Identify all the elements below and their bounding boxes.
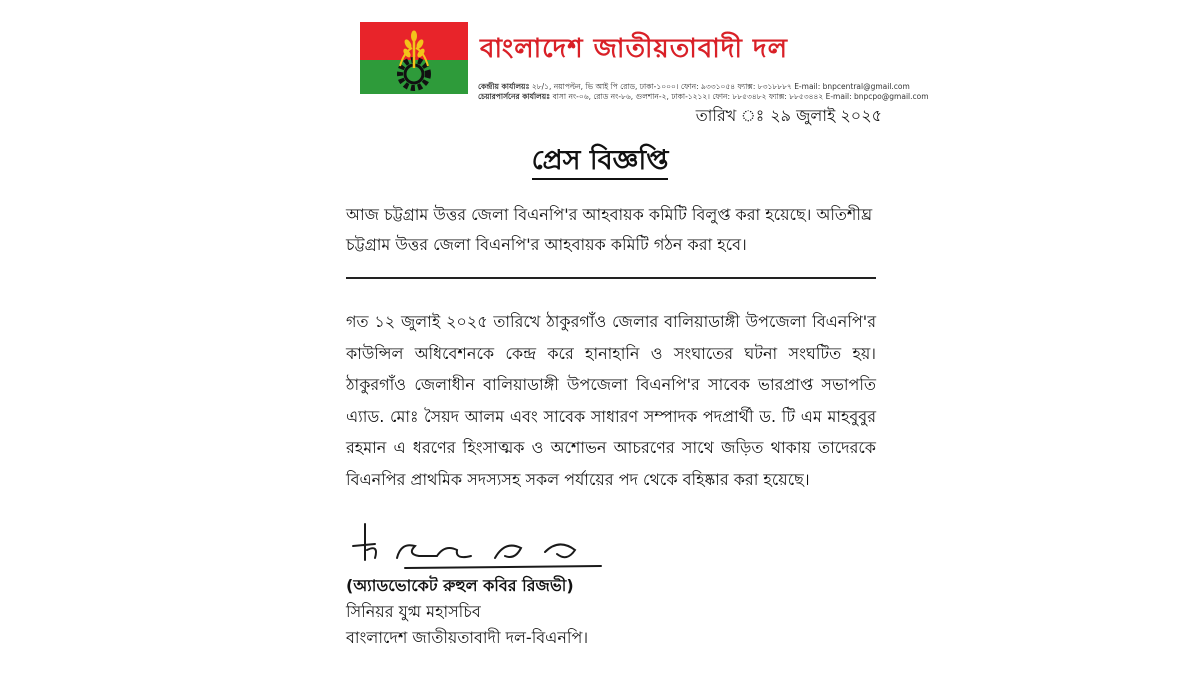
document-title-text: প্রেস বিজ্ঞপ্তি xyxy=(532,145,669,180)
signatory-name: (অ্যাডভোকেট রুহুল কবির রিজভী) xyxy=(346,576,574,595)
central-office-text: ২৮/১, নয়াপল্টন, ভি আই পি রোড, ঢাকা-১০০০। ফোন: ৯৩৩১০৫৪ ফ্যাক্স: ৮৩১৮৮৮৭ E-mail: bnpcentral@gmail.com xyxy=(531,82,910,91)
chairperson-office-text: বাসা নং-০৬, রোড নং-৮৬, গুলশান-২, ঢাকা-১২১২। ফোন: ৮৮৫৩৪৮২ ফ্যাক্স: ৮৮৫৩৪৪২ E-mail: bnpcpo@gmail.com xyxy=(552,92,929,101)
document-title xyxy=(0,140,1200,185)
signatory-designation: সিনিয়র যুগ্ম মহাসচিব xyxy=(346,602,481,621)
release-date xyxy=(696,103,882,130)
date-label: তারিখ ঃ xyxy=(695,106,765,125)
party-flag-logo xyxy=(360,22,468,94)
letterhead xyxy=(360,22,929,101)
party-name-heading: বাংলাদেশ জাতীয়তাবাদী দল xyxy=(480,34,788,64)
notice-paragraph-2: গত ১২ জুলাই ২০২৫ তারিখে ঠাকুরগাঁও জেলার বালিয়াডাঙ্গী উপজেলা বিএনপি'র কাউন্সিল অধিবেশনকে কেন্দ্র করে হানাহানি ও সংঘাতের ঘটনা সংঘটিত হয়। ঠাকুরগাঁও জেলাধীন বালিয়াডাঙ্গী উপজেলা বিএনপি'র সাবেক ভারপ্রাপ্ত সভাপতি এ্যাড. মোঃ সৈয়দ আলম এবং সাবেক সাধারণ সম্পাদক পদপ্রার্থী ড. টি এম মাহবুবুর রহমান এ ধরণের হিংসাত্মক ও অশোভন আচরণের সাথে জড়িত থাকায় তাদেরকে বিএনপির প্রাথমিক সদস্যসহ সকল পর্যায়ের পদ থেকে বহিষ্কার করা হয়েছে। xyxy=(346,312,876,489)
section-divider xyxy=(346,277,876,279)
signatory-block xyxy=(346,573,588,651)
central-office-label: কেন্দ্রীয় কার্যালয়ঃ xyxy=(478,82,530,91)
handwritten-signature xyxy=(345,510,605,580)
notice-paragraph-1: আজ চট্টগ্রাম উত্তর জেলা বিএনপি'র আহবায়ক কমিটি বিলুপ্ত করা হয়েছে। অতিশীঘ্র চট্টগ্রাম উত্তর জেলা বিএনপি'র আহবায়ক কমিটি গঠন করা হবে। xyxy=(346,205,873,254)
date-value: ২৯ জুলাই ২০২৫ xyxy=(770,106,882,125)
chairperson-office-label: চেয়ারপার্সনের কার্যালয়ঃ xyxy=(478,92,551,101)
signatory-organization: বাংলাদেশ জাতীয়তাবাদী দল-বিএনপি। xyxy=(346,628,589,647)
wheat-cog-emblem-icon xyxy=(360,22,468,94)
